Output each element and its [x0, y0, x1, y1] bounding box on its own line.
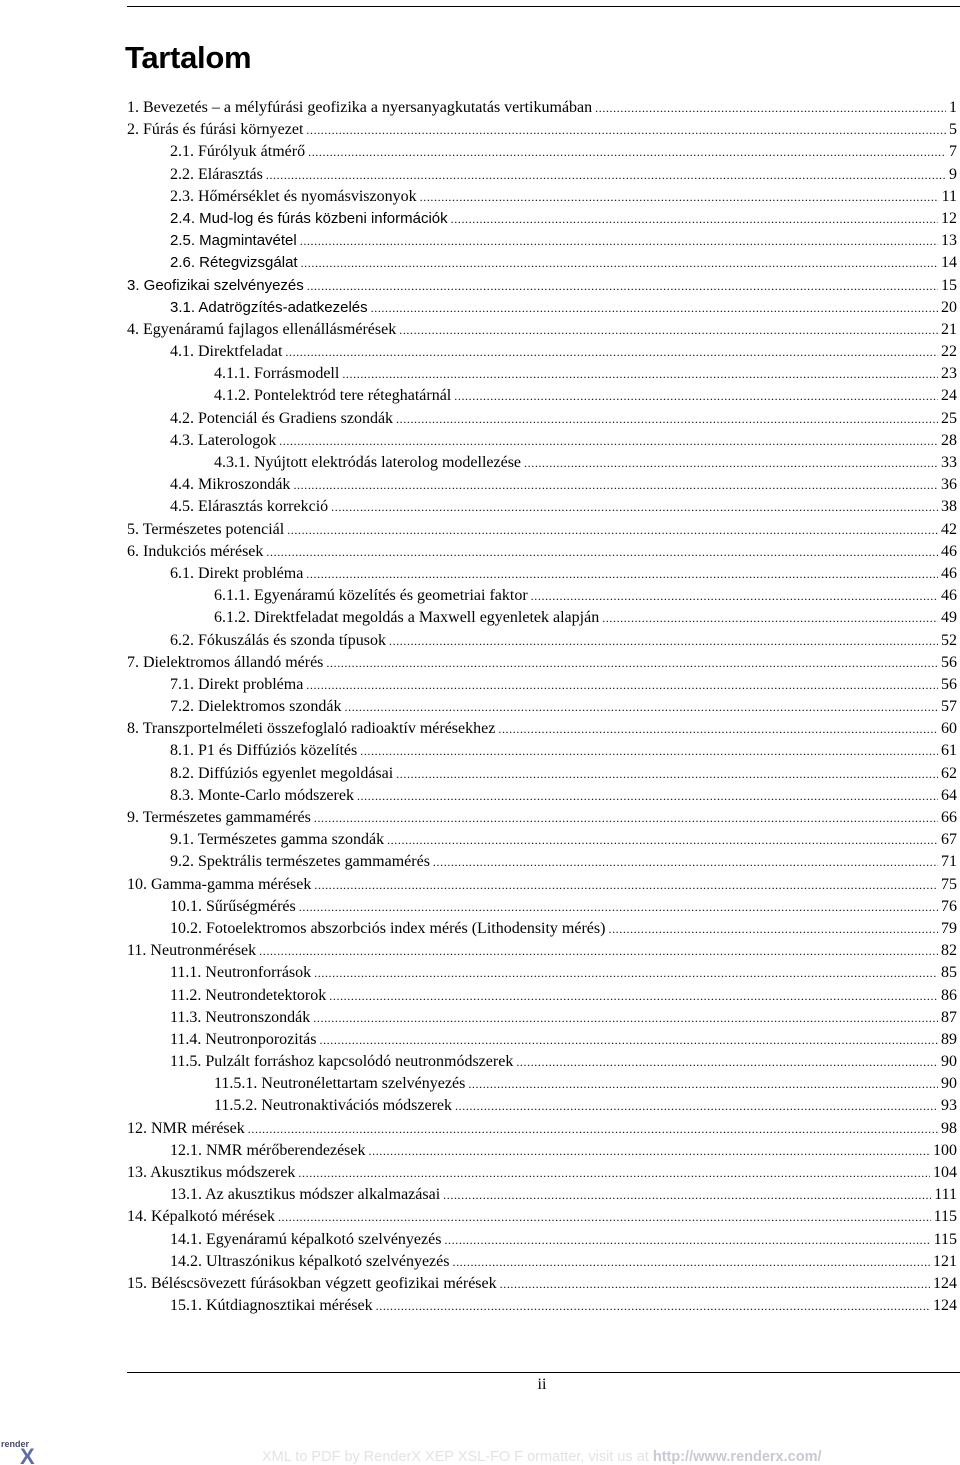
toc-entry-page: 52 — [941, 631, 957, 649]
toc-entry-title: 9.1. Természetes gamma szondák — [170, 831, 385, 849]
toc-entry[interactable] — [127, 896, 957, 918]
dot-leader — [602, 607, 938, 629]
dot-leader — [298, 1162, 930, 1184]
toc-entry-page: 75 — [941, 875, 957, 893]
dot-leader — [248, 1118, 938, 1140]
toc-entry-title: 10.2. Fotoelektromos abszorbciós index mérés (Lithodensity mérés) — [170, 919, 606, 937]
toc-entry-page: 15 — [941, 276, 957, 294]
toc-entry-title: 7.1. Direkt probléma — [170, 675, 304, 693]
dot-leader — [369, 1140, 931, 1162]
toc-entry-page: 56 — [941, 675, 957, 693]
toc-entry-page: 82 — [941, 942, 957, 960]
toc-entry-title: 2.4. Mud-log és fúrás közbeni információk — [170, 209, 448, 227]
dot-leader — [376, 1295, 930, 1317]
toc-entry-title: 2. Fúrás és fúrási környezet — [127, 121, 304, 139]
toc-entry-title: 6.1.1. Egyenáramú közelítés és geometriai faktor — [214, 587, 528, 605]
toc-entry[interactable] — [127, 718, 957, 740]
toc-entry[interactable] — [127, 1251, 957, 1273]
toc-entry-title: 14.1. Egyenáramú képalkotó szelvényezés — [170, 1230, 442, 1248]
dot-leader — [389, 630, 938, 652]
toc-entry-title: 11.5.2. Neutronaktivációs módszerek — [214, 1097, 453, 1115]
dot-leader — [307, 275, 938, 297]
toc-entry[interactable] — [127, 1295, 957, 1317]
toc-entry-page: 76 — [941, 897, 957, 915]
toc-entry-title: 4.2. Potenciál és Gradiens szondák — [170, 409, 394, 427]
dot-leader — [342, 363, 938, 385]
toc-entry-title: 13. Akusztikus módszerek — [127, 1164, 296, 1181]
dot-leader — [301, 252, 938, 274]
header-rule — [127, 6, 960, 7]
toc-entry-page: 87 — [941, 1008, 957, 1026]
dot-leader — [285, 341, 938, 363]
toc-entry-page: 33 — [941, 454, 957, 471]
toc-entry-title: 7. Dielektromos állandó mérés — [127, 653, 324, 671]
toc-entry-page: 71 — [941, 853, 957, 871]
footer-note — [262, 1449, 822, 1465]
toc-entry-page: 11 — [941, 187, 957, 205]
dot-leader — [345, 696, 938, 718]
dot-leader — [306, 674, 938, 696]
dot-leader — [306, 563, 938, 585]
toc-entry-title: 14. Képalkotó mérések — [127, 1208, 275, 1226]
dot-leader — [396, 408, 938, 430]
toc-entry-page: 98 — [941, 1119, 957, 1137]
toc-entry-title: 8.1. P1 és Diffúziós közelítés — [170, 742, 358, 760]
toc-entry[interactable] — [127, 940, 957, 962]
logo-mark: X — [20, 1444, 35, 1465]
toc-entry-title: 4. Egyenáramú fajlagos ellenállásmérések — [127, 320, 397, 338]
toc-entry-title: 11. Neutronmérések — [127, 942, 257, 960]
toc-entry-page: 111 — [934, 1186, 957, 1204]
toc-entry[interactable] — [127, 119, 957, 141]
toc-entry[interactable] — [127, 519, 957, 541]
dot-leader — [331, 496, 938, 518]
toc-entry[interactable] — [127, 452, 957, 474]
toc-entry-title: 2.2. Elárasztás — [170, 165, 263, 183]
dot-leader — [293, 474, 938, 496]
dot-leader — [531, 585, 938, 607]
toc-entry[interactable] — [127, 785, 957, 807]
toc-entry[interactable] — [127, 341, 957, 363]
dot-leader — [433, 851, 938, 873]
dot-leader — [326, 652, 938, 674]
dot-leader — [371, 297, 938, 319]
dot-leader — [455, 1095, 938, 1117]
toc-entry[interactable] — [127, 141, 957, 163]
toc-entry-title: 10. Gamma-gamma mérések — [127, 875, 312, 893]
toc-entry-page: 60 — [941, 720, 957, 738]
toc-entry-page: 28 — [941, 431, 957, 449]
toc-entry-title: 2.3. Hőmérséklet és nyomásviszonyok — [170, 187, 417, 205]
dot-leader — [500, 1273, 930, 1295]
toc-entry[interactable] — [127, 874, 957, 896]
toc-entry[interactable] — [127, 1095, 957, 1117]
footer-text: XML to PDF by RenderX XEP XSL-FO F ormatter, visit us at — [262, 1449, 649, 1465]
toc-entry-title: 11.5.1. Neutronélettartam szelvényezés — [214, 1075, 466, 1093]
toc-entry-page: 46 — [941, 587, 957, 605]
page-title: Tartalom — [125, 40, 252, 75]
toc-entry[interactable] — [127, 1073, 957, 1095]
toc-entry-page: 46 — [941, 564, 957, 582]
toc-entry-title: 3.1. Adatrögzítés-adatkezelés — [170, 298, 368, 316]
toc-entry-title: 1. Bevezetés – a mélyfúrási geofizika a nyersanyagkutatás vertikumában — [127, 99, 593, 116]
dot-leader — [259, 940, 938, 962]
dot-leader — [314, 807, 938, 829]
toc-entry[interactable] — [127, 164, 957, 186]
toc-entry[interactable] — [127, 1162, 957, 1184]
dot-leader — [313, 1007, 938, 1029]
toc-entry-page: 57 — [941, 698, 957, 716]
dot-leader — [454, 385, 938, 407]
toc-entry[interactable] — [127, 385, 957, 407]
dot-leader — [468, 1073, 938, 1095]
dot-leader — [420, 186, 939, 208]
toc-entry[interactable] — [127, 607, 957, 629]
toc-entry-page: 89 — [941, 1030, 957, 1048]
dot-leader — [498, 718, 938, 740]
toc-entry[interactable] — [127, 319, 957, 341]
toc-entry-title: 9. Természetes gammamérés — [127, 809, 311, 826]
dot-leader — [278, 1206, 931, 1228]
toc-entry-page: 23 — [941, 365, 957, 383]
toc-entry-title: 4.3.1. Nyújtott elektródás laterolog modellezése — [214, 454, 522, 471]
footer-rule — [127, 1372, 960, 1373]
toc-entry-title: 8.3. Monte-Carlo módszerek — [170, 786, 354, 804]
toc-entry-page: 79 — [941, 919, 957, 937]
toc-entry-page: 100 — [933, 1141, 957, 1159]
dot-leader — [608, 918, 938, 940]
toc-entry-title: 5. Természetes potenciál — [127, 520, 285, 538]
dot-leader — [451, 208, 938, 230]
dot-leader — [399, 319, 938, 341]
dot-leader — [287, 519, 938, 541]
toc-entry-page: 1 — [949, 99, 957, 116]
toc-entry-title: 11.1. Neutronforrások — [170, 964, 312, 982]
toc-entry[interactable] — [127, 1140, 957, 1162]
dot-leader — [516, 1051, 938, 1073]
toc-entry[interactable] — [127, 829, 957, 851]
dot-leader — [452, 1251, 930, 1273]
logo-label: render — [1, 1439, 30, 1449]
toc-entry-title: 12. NMR mérések — [127, 1119, 245, 1137]
dot-leader — [266, 541, 938, 563]
toc-entry-page: 61 — [941, 742, 957, 760]
toc-entry-page: 86 — [941, 986, 957, 1004]
toc-entry-title: 8. Transzportelméleti összefoglaló radioaktív mérésekhez — [127, 720, 496, 738]
toc-entry-title: 6.1. Direkt probléma — [170, 564, 304, 582]
toc-entry[interactable] — [127, 408, 957, 430]
toc-entry-page: 5 — [949, 121, 957, 139]
dot-leader — [524, 452, 938, 474]
toc-entry-page: 67 — [941, 831, 957, 849]
toc-entry-page: 90 — [941, 1075, 957, 1093]
toc-entry-page: 66 — [941, 809, 957, 826]
toc-entry-title: 4.1.1. Forrásmodell — [214, 365, 340, 383]
toc-entry-title: 11.3. Neutronszondák — [170, 1008, 311, 1026]
toc-entry-page: 7 — [949, 143, 957, 161]
toc-entry-title: 4.5. Elárasztás korrekció — [170, 498, 329, 516]
toc-entry[interactable] — [127, 962, 957, 984]
toc-entry[interactable] — [127, 851, 957, 873]
toc-entry[interactable] — [127, 230, 957, 252]
toc-entry[interactable] — [127, 275, 957, 297]
toc-entry-title: 2.5. Magmintavétel — [170, 232, 297, 250]
toc-entry[interactable] — [127, 363, 957, 385]
toc-entry[interactable] — [127, 985, 957, 1007]
toc-entry[interactable] — [127, 652, 957, 674]
dot-leader — [314, 962, 938, 984]
dot-leader — [595, 97, 946, 119]
toc-entry-page: 9 — [949, 165, 957, 183]
toc-entry-page: 22 — [941, 343, 957, 361]
toc-entry-title: 12.1. NMR mérőberendezések — [170, 1141, 366, 1159]
dot-leader — [443, 1184, 931, 1206]
toc-entry-page: 56 — [941, 653, 957, 671]
toc-entry-title: 11.5. Pulzált forráshoz kapcsolódó neutronmódszerek — [170, 1053, 514, 1071]
toc-entry-title: 4.1. Direktfeladat — [170, 343, 283, 361]
toc-entry-page: 62 — [941, 764, 957, 782]
toc-entry[interactable] — [127, 585, 957, 607]
toc-entry[interactable] — [127, 496, 957, 518]
toc-entry[interactable] — [127, 1184, 957, 1206]
toc-entry-page: 21 — [941, 320, 957, 338]
toc-entry-page: 104 — [933, 1164, 957, 1181]
toc-entry-title: 11.2. Neutrondetektorok — [170, 986, 327, 1004]
toc-entry-page: 20 — [941, 298, 957, 316]
toc-entry-page: 12 — [941, 209, 957, 227]
toc-entry-page: 25 — [941, 409, 957, 427]
dot-leader — [308, 141, 946, 163]
toc-entry-title: 6.2. Fókuszálás és szonda típusok — [170, 631, 386, 649]
toc-entry-title: 13.1. Az akusztikus módszer alkalmazásai — [170, 1186, 441, 1204]
dot-leader — [444, 1229, 930, 1251]
dot-leader — [396, 763, 938, 785]
toc-entry-title: 8.2. Diffúziós egyenlet megoldásai — [170, 764, 394, 782]
toc-entry-page: 49 — [941, 609, 957, 627]
toc-entry[interactable] — [127, 1029, 957, 1051]
toc-entry[interactable] — [127, 696, 957, 718]
toc-entry[interactable] — [127, 918, 957, 940]
toc-entry[interactable] — [127, 807, 957, 829]
toc-entry-page: 124 — [933, 1274, 957, 1292]
dot-leader — [306, 119, 946, 141]
toc-entry-title: 2.1. Fúrólyuk átmérő — [170, 143, 306, 161]
toc-entry-page: 24 — [941, 387, 957, 405]
toc-entry-title: 6.1.2. Direktfeladat megoldás a Maxwell egyenletek alapján — [214, 609, 600, 627]
dot-leader — [299, 896, 938, 918]
toc-entry[interactable] — [127, 1229, 957, 1251]
toc-entry[interactable] — [127, 674, 957, 696]
toc-entry-page: 85 — [941, 964, 957, 982]
toc-entry-page: 38 — [941, 498, 957, 516]
toc-entry-page: 64 — [941, 786, 957, 804]
toc-entry-title: 15.1. Kútdiagnosztikai mérések — [170, 1297, 373, 1315]
toc-entry-page: 115 — [933, 1208, 957, 1226]
dot-leader — [266, 164, 946, 186]
toc-entry-title: 4.3. Laterologok — [170, 431, 277, 449]
toc-entry[interactable] — [127, 1051, 957, 1073]
toc-entry-title: 4.1.2. Pontelektród tere réteghatárnál — [214, 387, 452, 405]
toc-entry-title: 2.6. Rétegvizsgálat — [170, 254, 298, 272]
toc-entry-page: 124 — [933, 1297, 957, 1315]
page-number: ii — [537, 1376, 547, 1393]
dot-leader — [329, 985, 938, 1007]
dot-leader — [279, 430, 938, 452]
toc-entry-title: 11.4. Neutronporozitás — [170, 1030, 317, 1048]
renderx-logo — [0, 1433, 46, 1465]
toc-entry-page: 93 — [941, 1097, 957, 1115]
toc-entry-page: 115 — [933, 1230, 957, 1248]
toc-entry-title: 10.1. Sűrűségmérés — [170, 897, 296, 915]
footer-link[interactable]: http://www.renderx.com/ — [652, 1449, 822, 1465]
dot-leader — [360, 740, 938, 762]
dot-leader — [357, 785, 938, 807]
toc-entry-page: 13 — [941, 232, 957, 250]
toc-entry[interactable] — [127, 1118, 957, 1140]
toc-entry[interactable] — [127, 474, 957, 496]
toc-entry[interactable] — [127, 208, 957, 230]
toc-entry-title: 7.2. Dielektromos szondák — [170, 698, 342, 716]
toc-entry-page: 46 — [941, 542, 957, 560]
toc-entry-title: 9.2. Spektrális természetes gammamérés — [170, 853, 430, 871]
toc-entry-title: 6. Indukciós mérések — [127, 542, 264, 560]
toc-entry[interactable] — [127, 186, 957, 208]
toc-entry-page: 36 — [941, 476, 957, 494]
toc-entry[interactable] — [127, 297, 957, 319]
toc-entry[interactable] — [127, 1007, 957, 1029]
dot-leader — [319, 1029, 938, 1051]
toc-entry-page: 14 — [941, 254, 957, 272]
toc-entry-title: 4.4. Mikroszondák — [170, 476, 291, 494]
dot-leader — [314, 874, 938, 896]
toc-entry-title: 14.2. Ultraszónikus képalkotó szelvényezés — [170, 1252, 450, 1270]
toc-entry[interactable] — [127, 563, 957, 585]
toc-entry[interactable] — [127, 430, 957, 452]
toc-entry-title: 3. Geofizikai szelvényezés — [127, 276, 304, 294]
toc-entry[interactable] — [127, 1206, 957, 1228]
toc-entry[interactable] — [127, 740, 957, 762]
dot-leader — [300, 230, 938, 252]
toc-entry[interactable] — [127, 630, 957, 652]
toc-entry-page: 121 — [933, 1252, 957, 1270]
toc-entry[interactable] — [127, 97, 957, 119]
toc-entry-title: 15. Béléscsövezett fúrásokban végzett geofizikai mérések — [127, 1274, 497, 1292]
toc-entry-page: 42 — [941, 520, 957, 538]
dot-leader — [387, 829, 938, 851]
toc-entry[interactable] — [127, 1273, 957, 1295]
toc-entry[interactable] — [127, 252, 957, 274]
toc-entry[interactable] — [127, 763, 957, 785]
table-of-contents — [127, 97, 957, 1317]
toc-entry[interactable] — [127, 541, 957, 563]
toc-entry-page: 90 — [941, 1053, 957, 1071]
